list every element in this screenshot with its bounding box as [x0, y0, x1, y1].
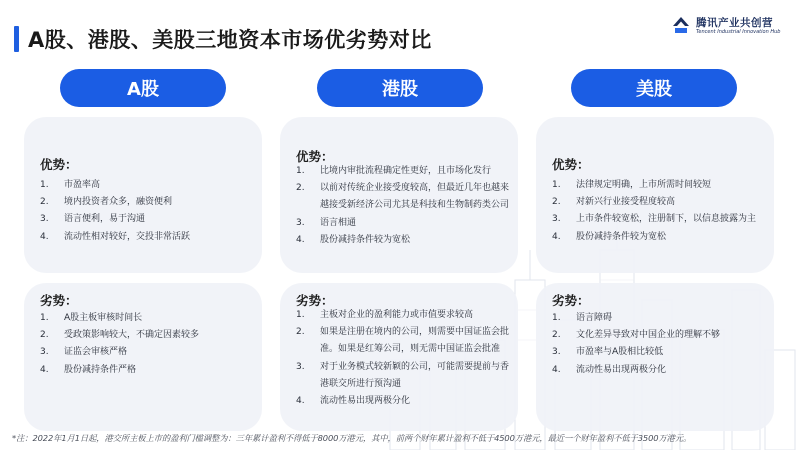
disadvantages-panel-us-shares [536, 283, 774, 431]
disadvantages-list [552, 310, 766, 379]
item-text: 市盈率高 [64, 180, 101, 190]
item-number: 2. [552, 197, 561, 208]
list-item [552, 194, 766, 211]
list-item [296, 163, 510, 180]
item-number: 3. [296, 217, 305, 228]
item-text: 流动性易出现两极分化 [576, 364, 667, 375]
page-title: A股、港股、美股三地资本市场优劣势对比 [28, 28, 432, 52]
item-number: 1. [296, 166, 305, 176]
disadvantages-panel-hk-shares [280, 283, 518, 431]
item-text: A股主板审核时间长 [64, 313, 143, 323]
item-text: 上市条件较宽松，注册制下，以信息披露为主 [576, 214, 757, 225]
list-item [40, 327, 254, 344]
list-item [296, 307, 510, 324]
item-text: 语言便利，易于沟通 [64, 214, 146, 225]
item-text: 流动性易出现两极分化 [320, 396, 411, 407]
logo-mark-icon [670, 14, 692, 36]
list-item [296, 180, 510, 214]
item-text: 证监会审核严格 [64, 347, 128, 358]
list-item [40, 211, 254, 228]
logo-name-en: Tencent Industrial Innovation Hub [696, 29, 781, 35]
list-item [296, 324, 510, 358]
brand-logo [670, 14, 790, 40]
item-number: 4. [552, 364, 561, 375]
item-text: 法律规定明确，上市所需时间较短 [576, 180, 712, 190]
list-item [40, 229, 254, 246]
list-item [296, 215, 510, 232]
item-text: 文化差异导致对中国企业的理解不够 [576, 330, 721, 341]
item-number: 3. [552, 347, 561, 358]
item-text: 股份减持条件较为宽松 [576, 231, 667, 242]
list-item [552, 177, 766, 194]
disadvantages-title: 劣势： [296, 293, 334, 308]
item-number: 3. [40, 347, 49, 358]
item-number: 2. [40, 197, 49, 208]
advantages-panel-us-shares [536, 117, 774, 273]
list-item [296, 232, 510, 249]
item-text: 语言障碍 [576, 313, 613, 323]
list-item [552, 229, 766, 246]
list-item [552, 344, 766, 361]
item-text: 股份减持条件较为宽松 [320, 234, 411, 245]
list-item [552, 327, 766, 344]
list-item [40, 310, 254, 327]
item-number: 1. [296, 310, 305, 320]
item-text: 市盈率与A股相比较低 [576, 347, 664, 358]
item-number: 1. [40, 313, 49, 323]
item-number: 3. [296, 361, 305, 372]
list-item [552, 310, 766, 327]
item-number: 1. [40, 180, 49, 190]
column-heading-hk-shares: 港股 [317, 69, 483, 107]
item-text: 对新兴行业接受程度较高 [576, 197, 676, 208]
item-text: 受政策影响较大，不确定因素较多 [64, 330, 200, 341]
list-item [40, 177, 254, 194]
advantages-panel-hk-shares [280, 117, 518, 273]
item-number: 3. [40, 214, 49, 225]
item-number: 4. [552, 231, 561, 242]
list-item [296, 393, 510, 410]
disadvantages-title: 劣势： [40, 293, 78, 308]
advantages-list [552, 177, 766, 246]
list-item [40, 344, 254, 361]
item-text: 如果是注册在境内的公司，则需要中国证监会批准。如果是红筹公司，则无需中国证监会批准 [320, 327, 510, 355]
item-text: 股份减持条件严格 [64, 364, 137, 375]
item-text: 流动性相对较好，交投非常活跃 [64, 231, 191, 242]
advantages-panel-a-shares [24, 117, 262, 273]
item-text: 境内投资者众多，融资便利 [64, 197, 173, 208]
title-accent-bar [14, 26, 19, 52]
advantages-list [296, 163, 510, 249]
item-number: 4. [296, 234, 305, 245]
list-item [552, 362, 766, 379]
item-number: 3. [552, 214, 561, 225]
advantages-title: 优势： [296, 149, 334, 164]
column-heading-a-shares: A股 [60, 69, 226, 107]
advantages-list [40, 177, 254, 246]
advantages-title: 优势： [40, 157, 78, 172]
disadvantages-title: 劣势： [552, 293, 590, 308]
item-number: 1. [552, 180, 561, 190]
item-number: 4. [40, 364, 49, 375]
disadvantages-list [40, 310, 254, 379]
disadvantages-panel-a-shares [24, 283, 262, 431]
item-text: 以前对传统企业接受度较高，但最近几年也越来越接受新经济公司尤其是科技和生物制药类公司 [320, 183, 510, 211]
logo-name-cn: 腾讯产业共创营 [696, 17, 773, 29]
item-number: 2. [40, 330, 49, 341]
list-item [296, 359, 510, 393]
item-number: 1. [552, 313, 561, 323]
item-number: 4. [296, 396, 305, 407]
item-number: 4. [40, 231, 49, 242]
disadvantages-list [296, 307, 510, 410]
list-item [552, 211, 766, 228]
advantages-title: 优势： [552, 157, 590, 172]
list-item [40, 362, 254, 379]
item-number: 2. [296, 183, 305, 194]
item-text: 比境内审批流程确定性更好，且市场化发行 [320, 166, 492, 176]
list-item [40, 194, 254, 211]
column-heading-us-shares: 美股 [571, 69, 737, 107]
footnote: *注：2022年1月1日起，港交所主板上市的盈利门槛调整为：三年累计盈利不得低于8000万港元，其中，前两个财年累计盈利不低于4500万港元，最近一个财年盈利不低于3500万港元。 [12, 433, 692, 443]
item-number: 2. [296, 327, 305, 338]
item-text: 对于业务模式较新颖的公司，可能需要提前与香港联交所进行预沟通 [320, 361, 510, 389]
item-text: 语言相通 [320, 217, 357, 228]
item-text: 主板对企业的盈利能力或市值要求较高 [320, 310, 474, 320]
item-number: 2. [552, 330, 561, 341]
